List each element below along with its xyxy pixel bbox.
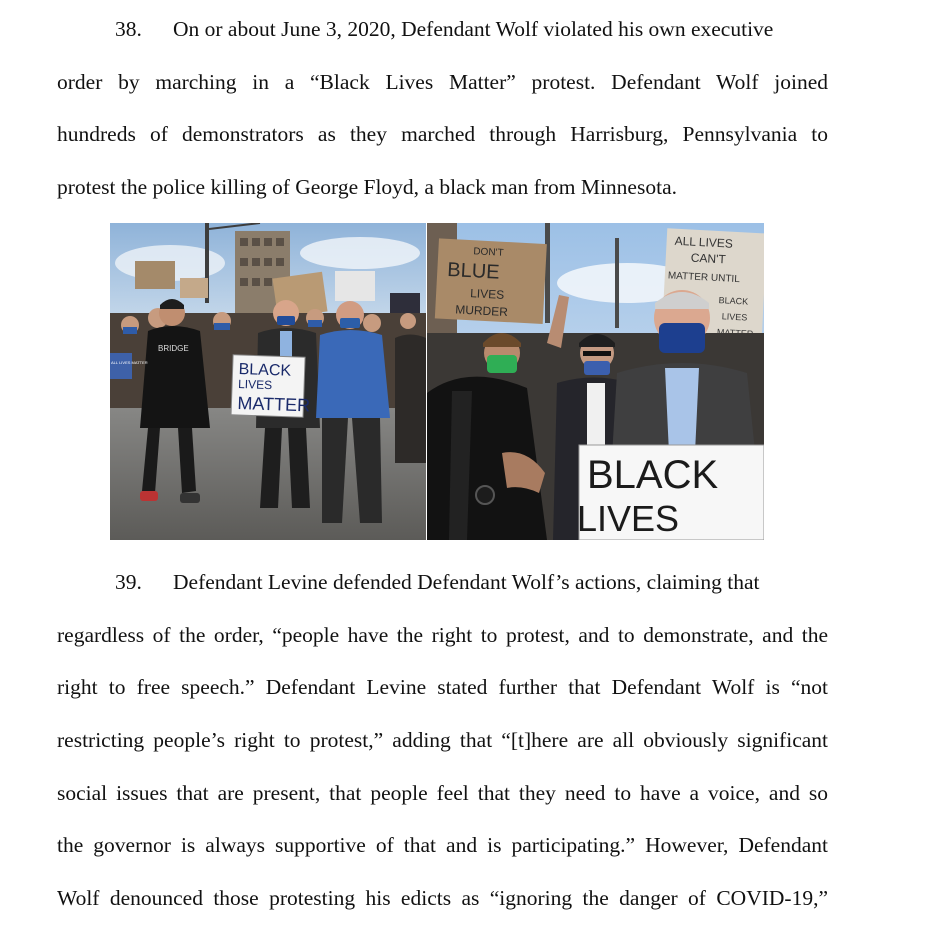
- blue-sign-line-2: LIVES: [469, 286, 505, 302]
- all-lives-matter-small-sign: [110, 353, 132, 379]
- protest-photo-left: [110, 223, 426, 540]
- protest-photo-left-image: [110, 223, 426, 540]
- paragraph-text: On or about June 3, 2020, Defendant Wolf violated his own executive: [173, 17, 774, 41]
- small-sign-text: ALL LIVES MATTER: [111, 360, 148, 365]
- paragraph-39-line-2: regardless of the order, “people have the right to protest, and to demonstrate, and the: [57, 623, 828, 647]
- alm-line-4: BLACK: [718, 295, 749, 307]
- protest-photo-right: [427, 223, 764, 540]
- paragraph-39-line-3: right to free speech.” Defendant Levine stated further that Defendant Wolf is “not: [57, 675, 828, 699]
- blue-sign-line-1: BLUE: [446, 258, 501, 284]
- paragraph-38-line-1: [115, 16, 828, 42]
- blue-sign-line-3: MURDER: [454, 302, 509, 320]
- paragraph-39-line-7: Wolf denounced those protesting his edicts as “ignoring the danger of COVID-19,”: [57, 886, 828, 910]
- sign-line-3: MATTER: [237, 392, 311, 416]
- paragraph-39-line-4: restricting people’s right to protest,” adding that “[t]here are all obviously significant: [57, 728, 828, 752]
- paragraph-38-line-3: hundreds of demonstrators as they marched through Harrisburg, Pennsylvania to: [57, 122, 828, 146]
- blue-lives-murder-sign: [435, 238, 547, 324]
- black-lives-sign-line-2: LIVES: [577, 498, 680, 539]
- paragraph-38-line-2: order by marching in a “Black Lives Matter” protest. Defendant Wolf joined: [57, 70, 828, 94]
- blue-sign-top: DON'T: [473, 246, 504, 259]
- shirt-text: BRIDGE: [158, 344, 189, 353]
- black-lives-sign-line-1: BLACK: [587, 453, 719, 497]
- paragraph-text: Defendant Levine defended Defendant Wolf’s actions, claiming that: [173, 570, 760, 594]
- protest-photo-right-image: [427, 223, 764, 540]
- alm-line-3: MATTER UNTIL: [667, 270, 741, 286]
- alm-line-5: LIVES: [721, 311, 748, 323]
- paragraph-39-line-5: social issues that are present, that people feel that they need to have a voice, and so: [57, 781, 828, 805]
- paragraph-38-line-4: protest the police killing of George Floyd, a black man from Minnesota.: [57, 175, 677, 199]
- alm-line-2: CAN'T: [690, 250, 727, 267]
- paragraph-39-line-1: [115, 569, 828, 595]
- paragraph-number: 38.: [115, 17, 142, 41]
- paragraph-number: 39.: [115, 570, 142, 594]
- black-lives-sign: [577, 445, 764, 540]
- sign-line-1: BLACK: [238, 360, 292, 380]
- sign-line-2: LIVES: [237, 376, 273, 393]
- alm-line-1: ALL LIVES: [674, 233, 734, 251]
- paragraph-39-line-6: the governor is always supportive of that and is participating.” However, Defendant: [57, 833, 828, 857]
- black-lives-matter-sign: [231, 355, 312, 418]
